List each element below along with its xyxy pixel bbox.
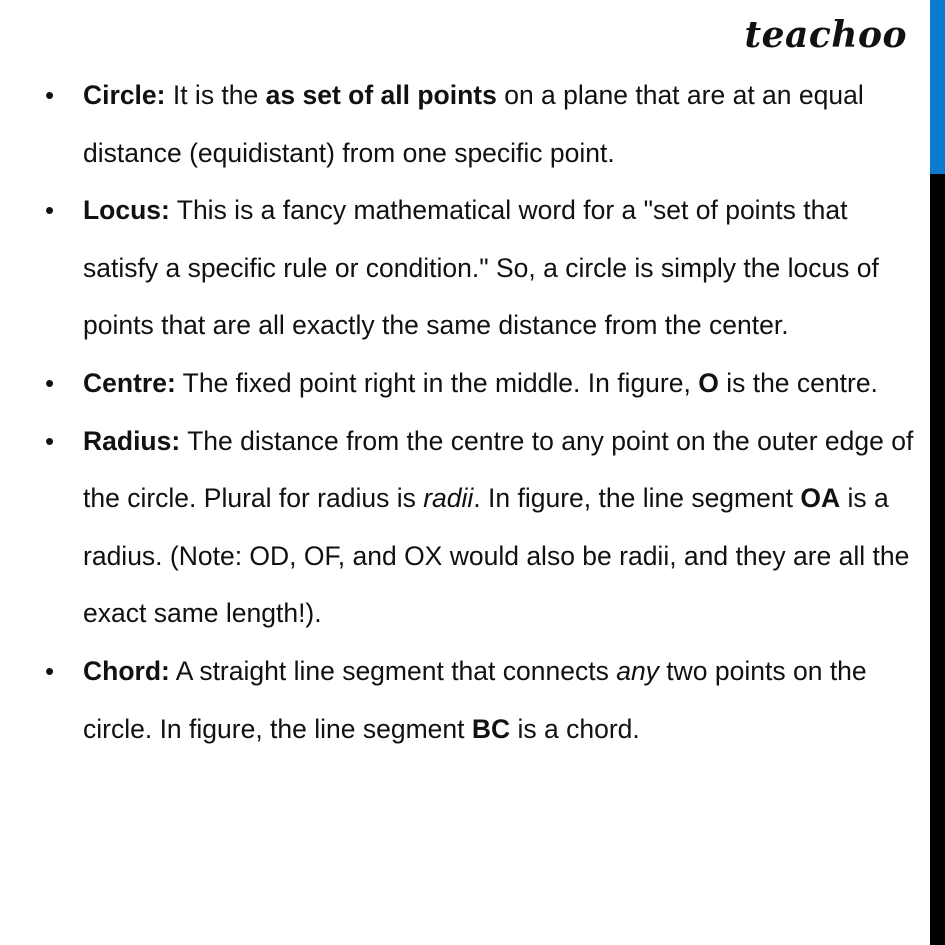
definition-item: [45, 355, 915, 413]
definition-text: any: [616, 655, 659, 686]
definition-text: The distance from the centre to any point on the outer edge of the circle. Plural for radius is: [83, 425, 914, 514]
term-label: Centre:: [83, 367, 176, 398]
definition-text: two points on the circle. In figure, the line segment: [83, 655, 867, 744]
definition-item: [45, 182, 915, 355]
term-label: Circle:: [83, 80, 166, 110]
definition-text: BC: [471, 713, 511, 744]
definition-item: [45, 643, 915, 758]
term-label: Chord:: [83, 655, 170, 686]
definition-list: [45, 67, 915, 758]
term-label: Locus:: [83, 195, 170, 226]
definition-text: O: [698, 367, 719, 398]
definition-text: The fixed point right in the middle. In figure,: [175, 367, 699, 398]
teachoo-logo: teachoo: [744, 14, 907, 56]
definition-text: This is a fancy mathematical word for a "set of points that satisfy a specific rule or condition." So, a circle is simply the locus of points that are all exactly the same distance from the center.: [83, 195, 879, 341]
definition-text: is a chord.: [510, 713, 640, 744]
sidebar-accent: [930, 0, 945, 174]
term-label: Radius:: [83, 425, 181, 456]
definition-text: OA: [800, 483, 841, 514]
definition-text: is the centre.: [718, 367, 878, 398]
definition-text: radii: [423, 483, 474, 514]
right-sidebar-bar: [930, 0, 945, 945]
definition-text: A straight line segment that connects: [169, 655, 617, 686]
definition-text: . In figure, the line segment: [473, 483, 801, 514]
definition-text: as set of all points: [265, 80, 497, 110]
definition-text: on a plane that are at an equal distance (equidistant) from one specific point.: [83, 80, 864, 168]
definition-text: It is the: [165, 80, 266, 110]
definition-text: is a radius. (Note: OD, OF, and OX would also be radii, and they are all the exact same length!).: [83, 483, 910, 629]
definition-item: [45, 67, 915, 182]
definition-item: [45, 413, 915, 643]
